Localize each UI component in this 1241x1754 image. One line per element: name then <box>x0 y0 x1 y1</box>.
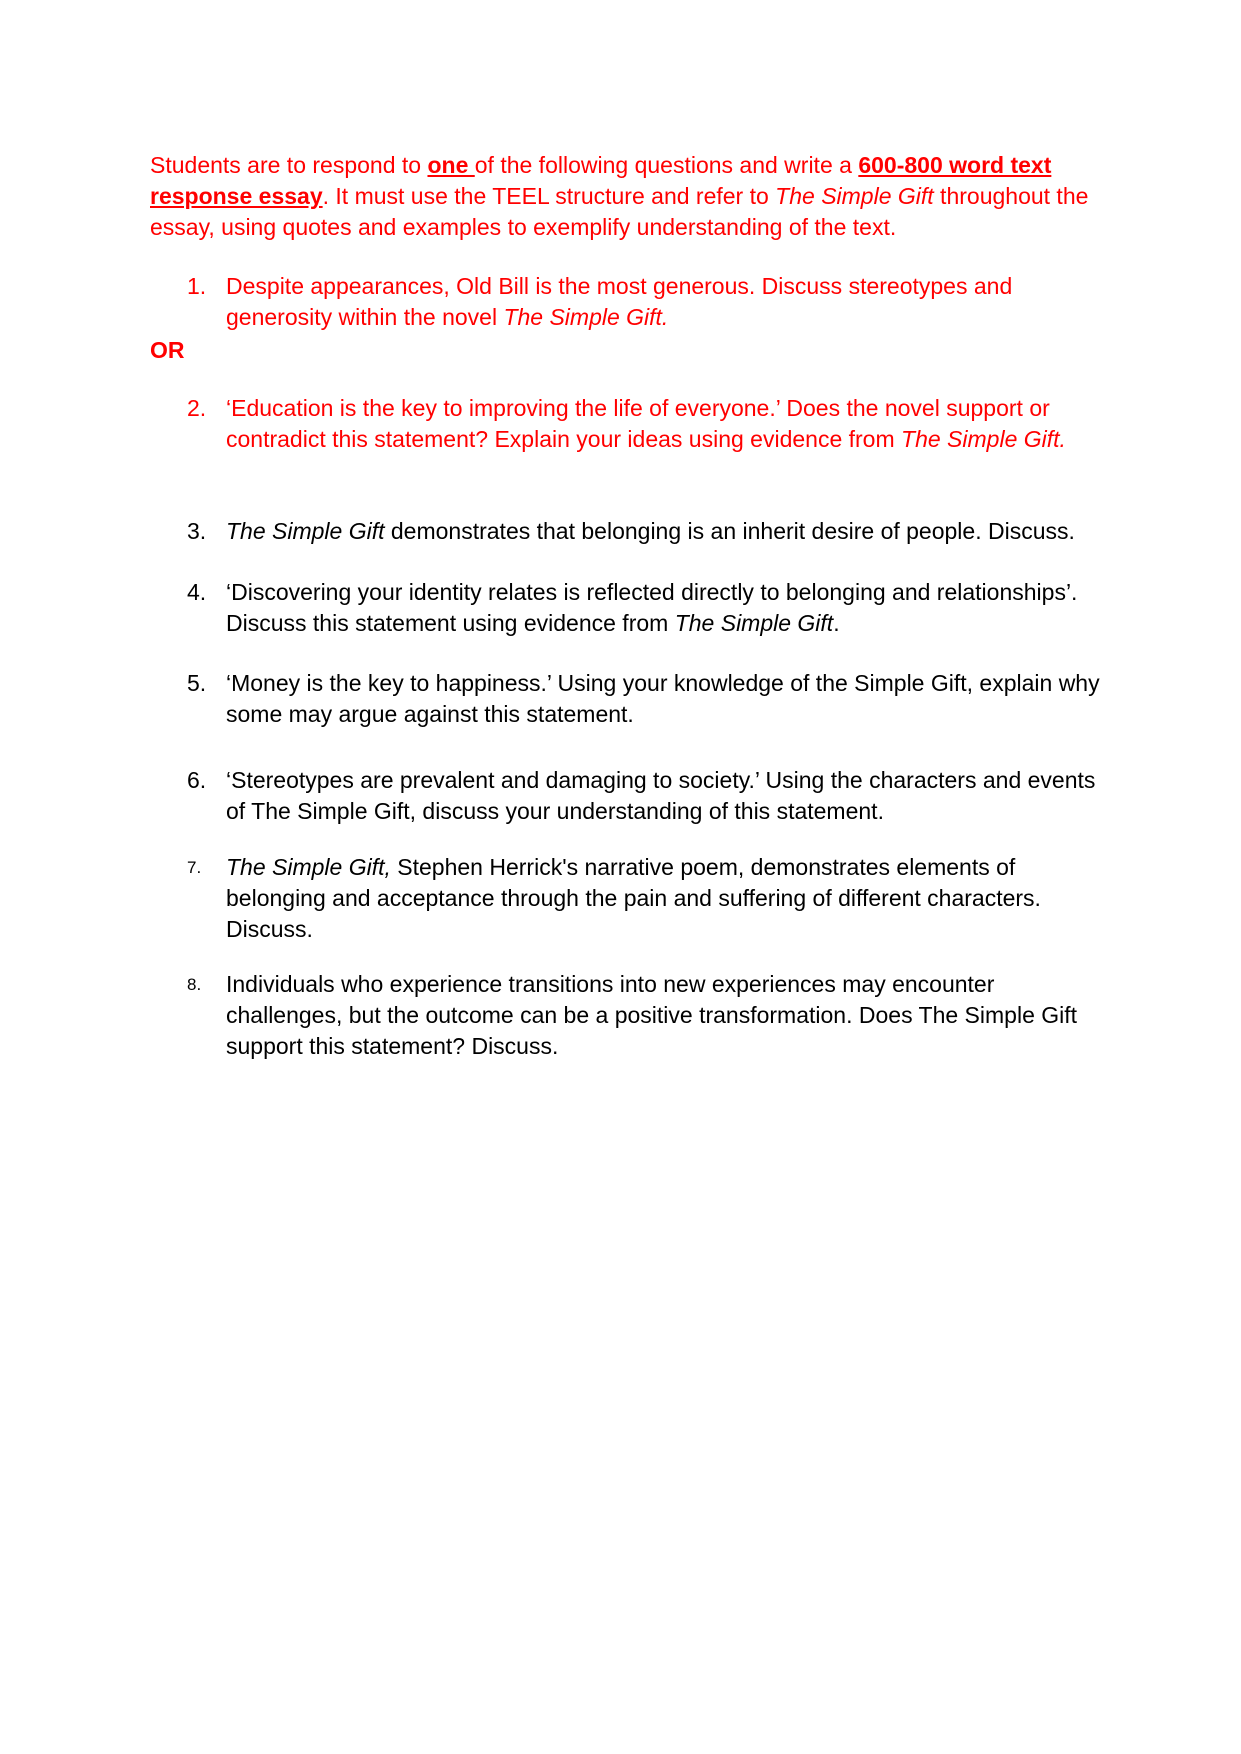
intro-one-emphasis: one <box>427 152 475 178</box>
or-separator: OR <box>150 337 185 363</box>
intro-text-1: Students are to respond to <box>150 152 428 178</box>
question-number: 1. <box>187 273 207 299</box>
question-text: ‘Discovering your identity relates is reflected directly to belonging and relationships’. Discuss this statement using evidence from The Simple Gift. <box>226 579 1078 636</box>
question-text: The Simple Gift demonstrates that belonging is an inherit desire of people. Discuss. <box>226 518 1075 544</box>
question-text: ‘Stereotypes are prevalent and damaging to society.’ Using the characters and events of The Simple Gift, discuss your understanding of this statement. <box>226 767 1096 824</box>
question-number: 2. <box>187 395 207 421</box>
intro-text-2: of the following questions and write a <box>474 152 859 178</box>
question-number: 3. <box>187 518 207 544</box>
question-number: 7. <box>187 858 202 877</box>
question-text: Despite appearances, Old Bill is the most generous. Discuss stereotypes and generosity within the novel The Simple Gift. <box>226 273 1013 330</box>
intro-wordcount-emphasis: 600-800 word text response essay <box>150 152 1052 209</box>
question-text: Individuals who experience transitions into new experiences may encounter challenges, but the outcome can be a positive transformation. Does The Simple Gift support this statement? Discuss. <box>226 971 1078 1059</box>
question-number: 8. <box>187 975 202 994</box>
intro-text-3: . It must use the TEEL structure and refer to <box>322 183 776 209</box>
question-number: 4. <box>187 579 207 605</box>
question-text: ‘Money is the key to happiness.’ Using your knowledge of the Simple Gift, explain why some may argue against this statement. <box>226 670 1100 727</box>
question-text: ‘Education is the key to improving the life of everyone.’ Does the novel support or contradict this statement? Explain your ideas using evidence from The Simple Gift. <box>226 395 1066 452</box>
question-text: The Simple Gift, Stephen Herrick's narrative poem, demonstrates elements of belonging and acceptance through the pain and suffering of different characters. Discuss. <box>226 854 1041 942</box>
question-number: 5. <box>187 670 207 696</box>
instructions-paragraph <box>150 150 1090 243</box>
intro-book-title: The Simple Gift <box>775 183 934 209</box>
question-number: 6. <box>187 767 207 793</box>
intro-text-4: throughout the essay, using quotes and examples to exemplify understanding of the text. <box>150 183 1089 240</box>
